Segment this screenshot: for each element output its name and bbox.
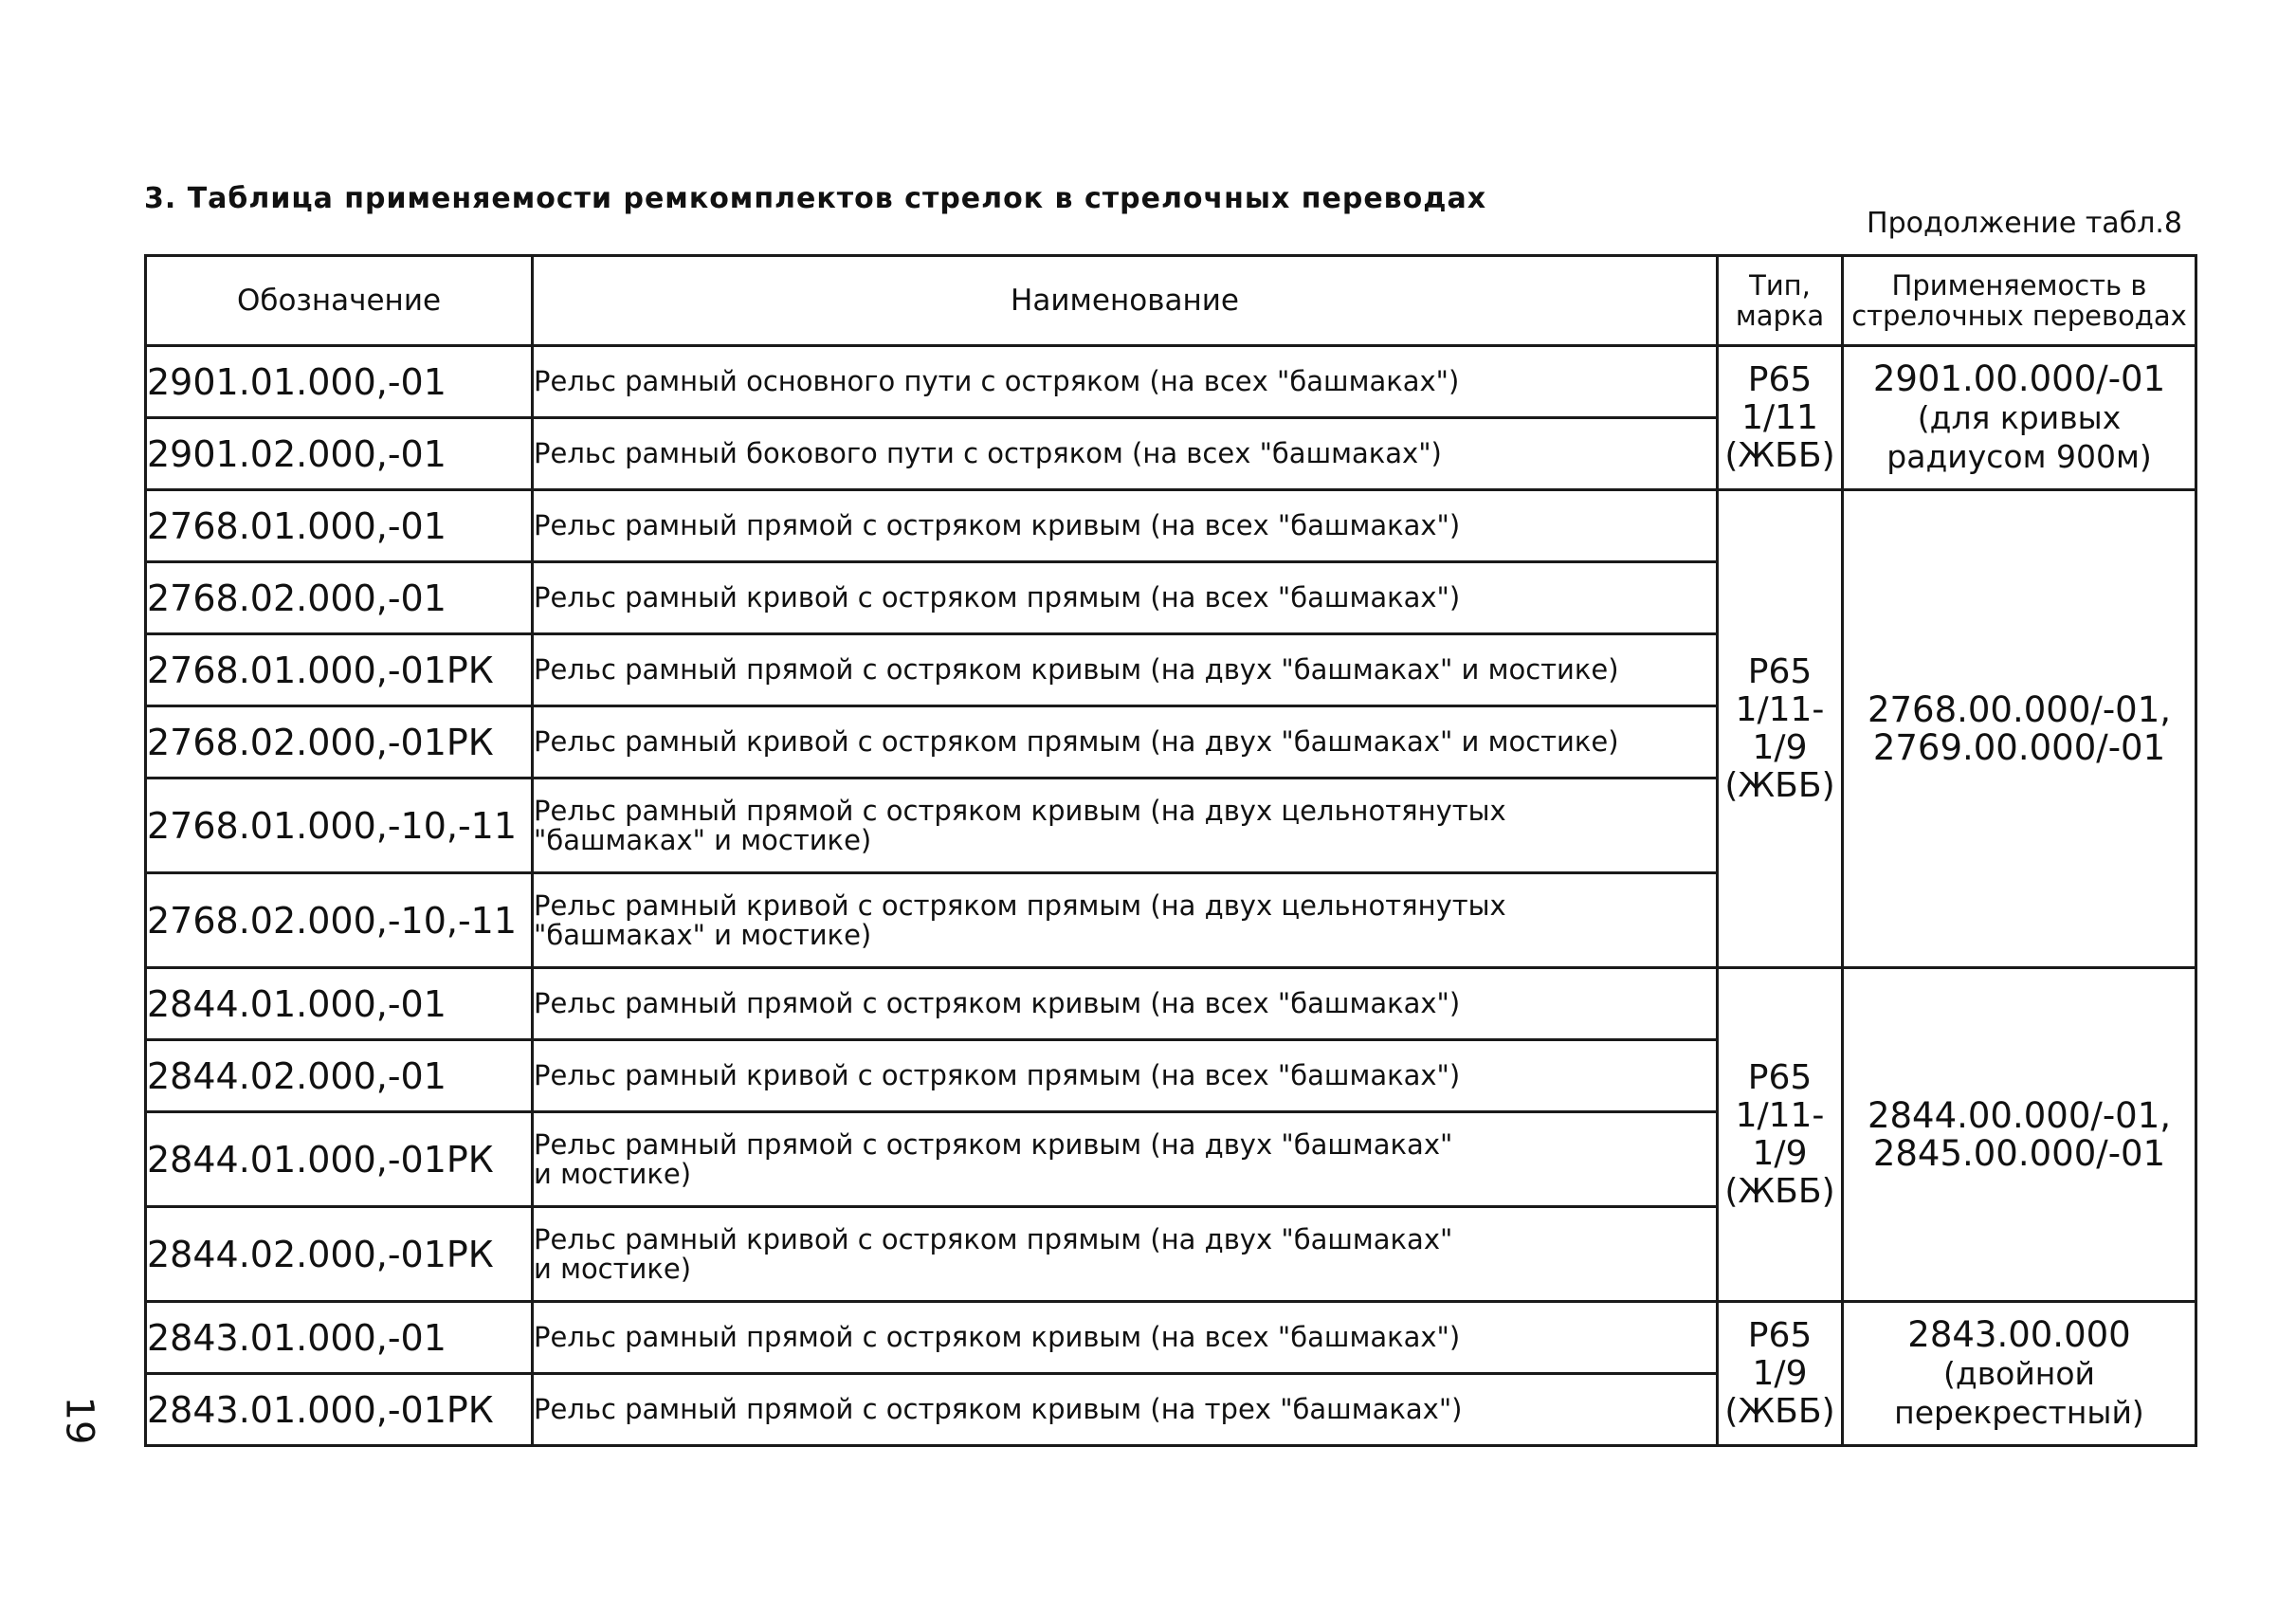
designation-cell: 2768.01.000,-01РК [146, 634, 533, 706]
column-header-designation: Обозначение [146, 256, 533, 346]
type-cell: Р65 1/11 (ЖББ) [1718, 346, 1843, 490]
type-cell: Р65 1/9 (ЖББ) [1718, 1302, 1843, 1446]
applicability-cell: 2843.00.000 (двойной перекрестный) [1843, 1302, 2196, 1446]
designation-cell: 2844.02.000,-01 [146, 1040, 533, 1112]
name-cell: Рельс рамный кривой с остряком прямым (на двух цельнотянутых "башмаках" и мостике) [533, 873, 1718, 968]
designation-cell: 2844.01.000,-01 [146, 968, 533, 1040]
table-row [146, 968, 2196, 1040]
applicability-cell: 2844.00.000/-01, 2845.00.000/-01 [1843, 968, 2196, 1302]
name-cell: Рельс рамный кривой с остряком прямым (на всех "башмаках") [533, 1040, 1718, 1112]
name-cell: Рельс рамный прямой с остряком кривым (на всех "башмаках") [533, 968, 1718, 1040]
column-header-type: Тип, марка [1718, 256, 1843, 346]
table-row [146, 1302, 2196, 1374]
name-cell: Рельс рамный прямой с остряком кривым (на трех "башмаках") [533, 1374, 1718, 1446]
table-row [146, 490, 2196, 562]
table-continuation-label: Продолжение табл.8 [1867, 207, 2182, 240]
designation-cell: 2768.02.000,-01РК [146, 706, 533, 779]
column-header-name: Наименование [533, 256, 1718, 346]
page-number: 19 [57, 1396, 101, 1445]
applicability-cell: 2901.00.000/-01 (для кривых радиусом 900м) [1843, 346, 2196, 490]
section-heading: 3. Таблица применяемости ремкомплектов стрелок в стрелочных переводах [144, 182, 1487, 215]
applicability-cell: 2768.00.000/-01, 2769.00.000/-01 [1843, 490, 2196, 968]
designation-cell: 2768.02.000,-01 [146, 562, 533, 634]
name-cell: Рельс рамный кривой с остряком прямым (на двух "башмаках" и мостике) [533, 1207, 1718, 1302]
applicability-table [144, 254, 2197, 1447]
type-cell: Р65 1/11- 1/9 (ЖББ) [1718, 490, 1843, 968]
designation-cell: 2901.02.000,-01 [146, 418, 533, 490]
designation-cell: 2843.01.000,-01 [146, 1302, 533, 1374]
designation-cell: 2901.01.000,-01 [146, 346, 533, 418]
designation-cell: 2768.02.000,-10,-11 [146, 873, 533, 968]
name-cell: Рельс рамный кривой с остряком прямым (на всех "башмаках") [533, 562, 1718, 634]
name-cell: Рельс рамный основного пути с остряком (на всех "башмаках") [533, 346, 1718, 418]
name-cell: Рельс рамный бокового пути с остряком (на всех "башмаках") [533, 418, 1718, 490]
designation-cell: 2844.01.000,-01РК [146, 1112, 533, 1207]
table-header-row [146, 256, 2196, 346]
name-cell: Рельс рамный прямой с остряком кривым (на двух цельнотянутых "башмаках" и мостике) [533, 779, 1718, 873]
name-cell: Рельс рамный кривой с остряком прямым (на двух "башмаках" и мостике) [533, 706, 1718, 779]
type-cell: Р65 1/11- 1/9 (ЖББ) [1718, 968, 1843, 1302]
name-cell: Рельс рамный прямой с остряком кривым (на двух "башмаках" и мостике) [533, 1112, 1718, 1207]
designation-cell: 2844.02.000,-01РК [146, 1207, 533, 1302]
name-cell: Рельс рамный прямой с остряком кривым (на всех "башмаках") [533, 490, 1718, 562]
designation-cell: 2768.01.000,-10,-11 [146, 779, 533, 873]
designation-cell: 2843.01.000,-01РК [146, 1374, 533, 1446]
column-header-applicability: Применяемость в стрелочных переводах [1843, 256, 2196, 346]
name-cell: Рельс рамный прямой с остряком кривым (на двух "башмаках" и мостике) [533, 634, 1718, 706]
name-cell: Рельс рамный прямой с остряком кривым (на всех "башмаках") [533, 1302, 1718, 1374]
table-row [146, 346, 2196, 418]
designation-cell: 2768.01.000,-01 [146, 490, 533, 562]
